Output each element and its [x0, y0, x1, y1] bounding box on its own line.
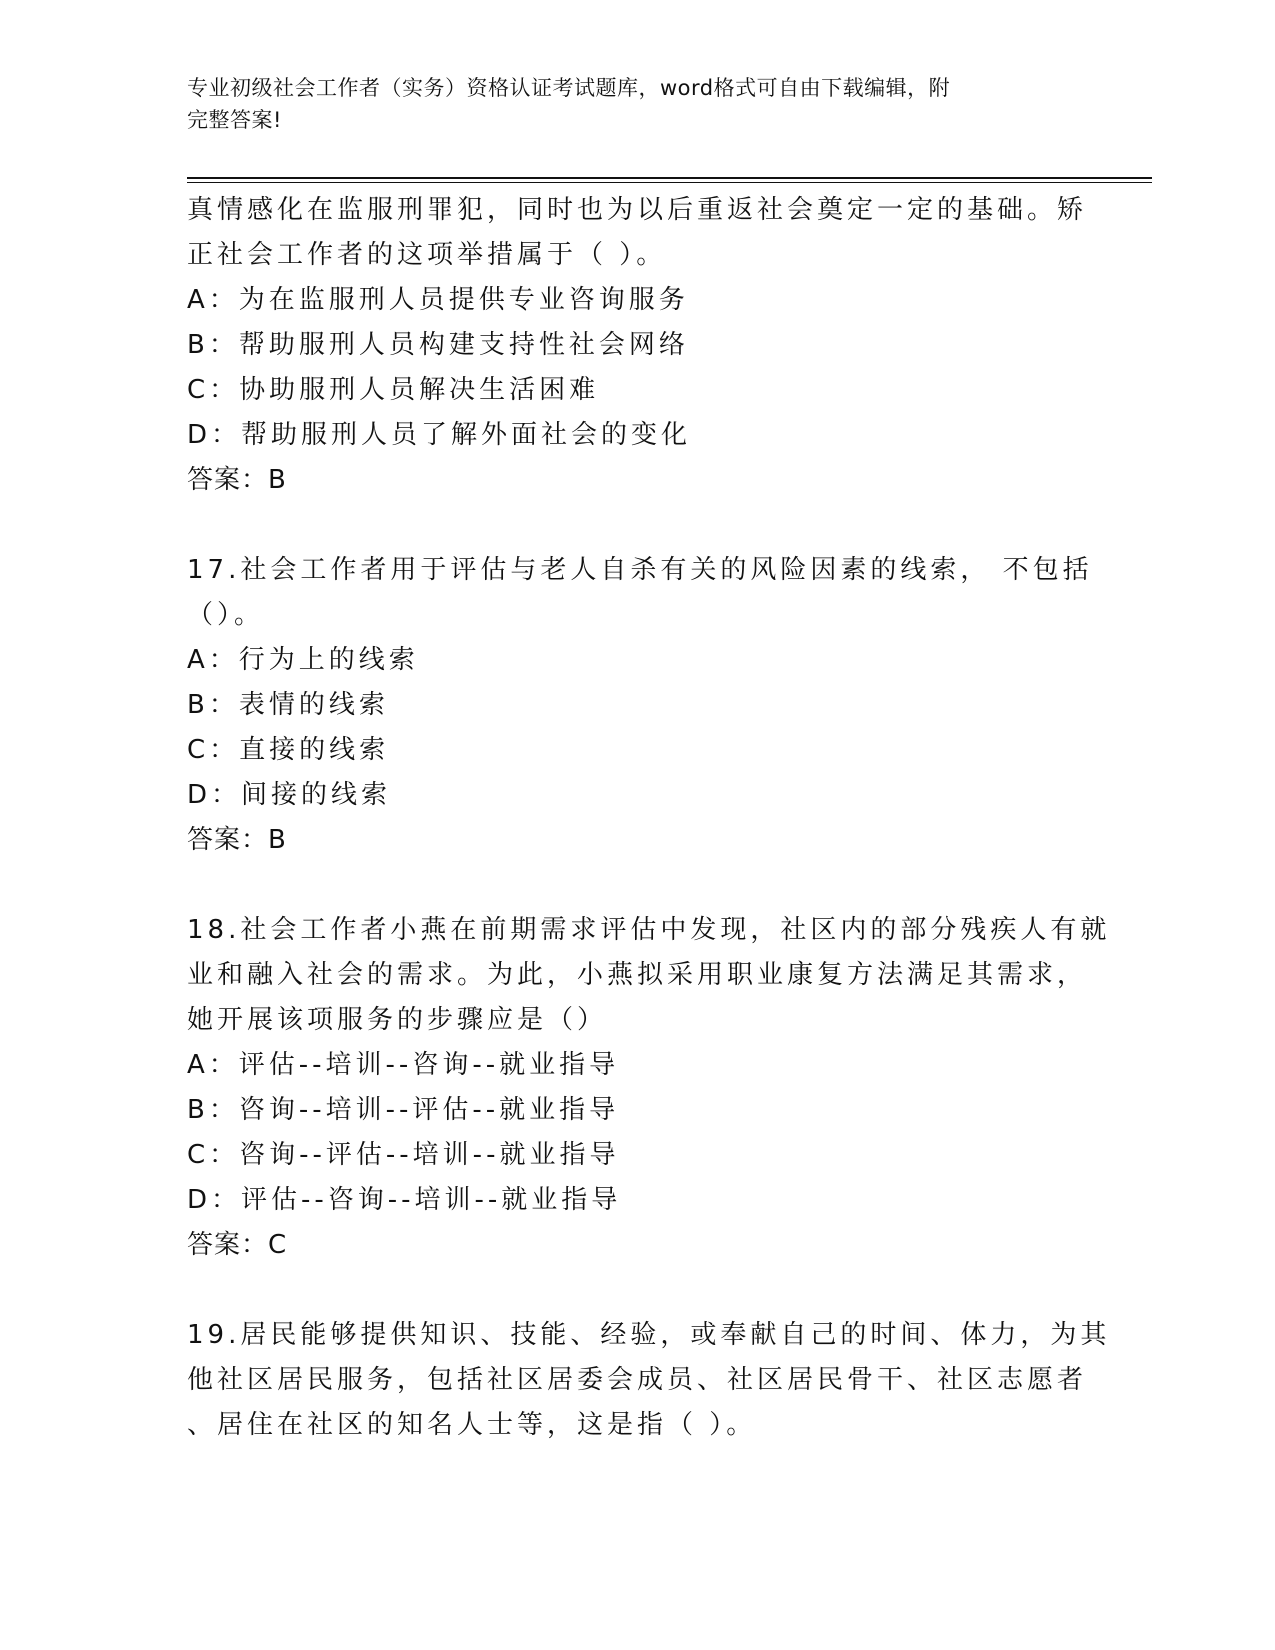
answer-line: 答案：C — [187, 1230, 288, 1260]
header-divider-thick — [187, 177, 1152, 179]
document-body — [187, 188, 1111, 1448]
option-d: D：评估--咨询--培训--就业指导 — [187, 1185, 622, 1215]
document-header — [187, 72, 1067, 136]
question-spacer — [187, 863, 1087, 908]
answer-line: 答案：B — [187, 825, 287, 855]
option-b: B：表情的线索 — [187, 690, 389, 720]
option-a: A：评估--培训--咨询--就业指导 — [187, 1050, 620, 1080]
question-stem: 真情感化在监服刑罪犯，同时也为以后重返社会奠定一定的基础。矫 — [187, 195, 1088, 225]
option-c: C：直接的线索 — [187, 735, 390, 765]
question-stem: 17.社会工作者用于评估与老人自杀有关的风险因素的线索， 不包括 — [187, 555, 1093, 585]
header-line-1: 专业初级社会工作者（实务）资格认证考试题库，word格式可自由下载编辑，附 — [187, 76, 951, 100]
question-stem: 、居住在社区的知名人士等，这是指（ ）。 — [187, 1410, 757, 1440]
option-b: B：帮助服刑人员构建支持性社会网络 — [187, 330, 689, 360]
question-stem: 18.社会工作者小燕在前期需求评估中发现，社区内的部分残疾人有就 — [187, 915, 1111, 945]
question-spacer — [187, 503, 1087, 548]
question-stem: （）。 — [187, 600, 265, 630]
question-stem: 19.居民能够提供知识、技能、经验，或奉献自己的时间、体力，为其 — [187, 1320, 1111, 1350]
option-a: A：行为上的线索 — [187, 645, 419, 675]
question-stem: 业和融入社会的需求。为此，小燕拟采用职业康复方法满足其需求， — [187, 960, 1088, 990]
option-c: C：协助服刑人员解决生活困难 — [187, 375, 600, 405]
header-divider-thin — [187, 182, 1152, 183]
question-stem: 她开展该项服务的步骤应是（） — [187, 1005, 608, 1035]
header-line-2: 完整答案! — [187, 108, 282, 132]
option-a: A：为在监服刑人员提供专业咨询服务 — [187, 285, 689, 315]
question-17 — [187, 548, 1093, 863]
option-d: D：帮助服刑人员了解外面社会的变化 — [187, 420, 692, 450]
question-stem: 他社区居民服务，包括社区居委会成员、社区居民骨干、社区志愿者 — [187, 1365, 1088, 1395]
question-18 — [187, 908, 1111, 1268]
option-c: C：咨询--评估--培训--就业指导 — [187, 1140, 620, 1170]
option-b: B：咨询--培训--评估--就业指导 — [187, 1095, 620, 1125]
answer-line: 答案：B — [187, 465, 287, 495]
question-spacer — [187, 1268, 1087, 1313]
question-16 — [187, 188, 1087, 503]
question-stem: 正社会工作者的这项举措属于（ ）。 — [187, 240, 667, 270]
question-19 — [187, 1313, 1111, 1448]
option-d: D：间接的线索 — [187, 780, 392, 810]
